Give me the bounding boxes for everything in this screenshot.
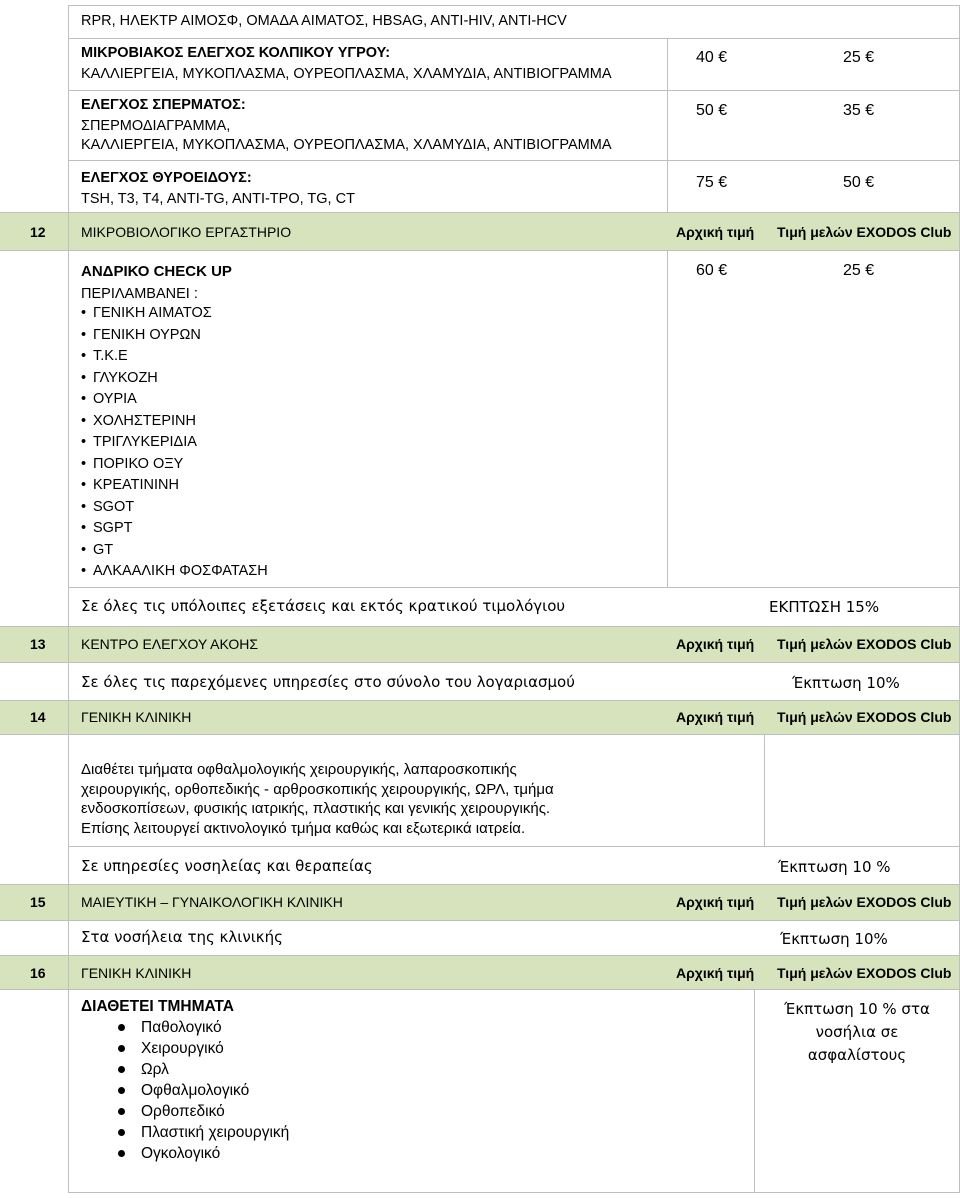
price: 60 € <box>696 262 728 279</box>
section-title: ΜΑΙΕΥΤΙΚΗ – ΓΥΝΑΙΚΟΛΟΓΙΚΗ ΚΛΙΝΙΚΗ <box>81 894 343 910</box>
list-item: • ΓΕΝΙΚΗ ΟΥΡΩΝ <box>81 325 268 347</box>
list-item: • ΚΡΕΑΤΙΝΙΝΗ <box>81 475 268 497</box>
col-member-price: Τιμή μελών EXODOS Club <box>777 894 952 910</box>
rule <box>0 734 960 735</box>
list-item: • ΤΡΙΓΛΥΚΕΡΙΔΙΑ <box>81 432 268 454</box>
list-item: Ογκολογικό <box>115 1143 289 1164</box>
description-line: Επίσης λειτουργεί ακτινολογικό τμήμα καθώς και εξωτερικά ιατρεία. <box>81 819 526 837</box>
price: 50 € <box>696 102 728 119</box>
list-item: • ΓΛΥΚΟΖΗ <box>81 368 268 390</box>
section-number: 13 <box>30 636 46 652</box>
list-item: • ΑΛΚΑΑΛΙΚΗ ΦΟΣΦΑΤΑΣΗ <box>81 561 268 583</box>
euro-icon: € <box>865 102 875 119</box>
rule <box>667 38 668 212</box>
rule <box>0 920 960 921</box>
list-item: • SGOT <box>81 497 268 519</box>
euro-icon: € <box>718 102 728 119</box>
col-member-price: Τιμή μελών EXODOS Club <box>777 224 952 240</box>
list-item: • ΠΟΡΙΚΟ ΟΞΥ <box>81 454 268 476</box>
rule <box>68 90 960 91</box>
checkup-list <box>81 303 268 583</box>
col-original-price: Αρχική τιμή <box>676 224 755 240</box>
rule <box>0 212 960 213</box>
euro-icon: € <box>865 174 875 191</box>
rule <box>0 989 960 990</box>
list-item: Ορθοπεδικό <box>115 1101 289 1122</box>
list-item: Ωρλ <box>115 1059 289 1080</box>
rule <box>667 250 668 587</box>
maternity-text: Στα νοσήλεια της κλινικής <box>81 928 283 946</box>
discount-line: Έκπτωση 10 % στα <box>784 1000 930 1018</box>
rule <box>68 38 960 39</box>
rule <box>0 884 960 885</box>
test-title: ΕΛΕΓΧΟΣ ΘΥΡΟΕΙΔΟΥΣ: <box>81 170 252 186</box>
list-item: Παθολογικό <box>115 1017 289 1038</box>
list-item: • ΟΥΡΙΑ <box>81 389 268 411</box>
hearing-discount: Έκπτωση 10% <box>792 674 900 692</box>
euro-icon: € <box>718 49 728 66</box>
list-item: • Τ.Κ.Ε <box>81 346 268 368</box>
list-item: Πλαστική χειρουργική <box>115 1122 289 1143</box>
description-line: Διαθέτει τμήματα οφθαλμολογικής χειρουργικής, λαπαροσκοπικής <box>81 761 517 778</box>
col-original-price: Αρχική τιμή <box>676 709 755 725</box>
member-price: 35 € <box>843 102 875 119</box>
test-detail: ΚΑΛΛΙΕΡΓΕΙΑ, ΜΥΚΟΠΛΑΣΜΑ, ΟΥΡΕΟΠΛΑΣΜΑ, ΧΛΑΜΥΔΙΑ, ΑΝΤΙΒΙΟΓΡΑΜΜΑ <box>81 137 612 153</box>
departments-list <box>115 1017 289 1164</box>
section-title: ΜΙΚΡΟΒΙΟΛΟΓΙΚΟ ΕΡΓΑΣΤΗΡΙΟ <box>81 224 292 240</box>
price: 75 € <box>696 174 728 191</box>
price: 40 € <box>696 49 728 66</box>
rule <box>0 955 960 956</box>
tests-row-a: RPR, ΗΛΕΚΤΡ ΑΙΜΟΣΦ, ΟΜΑΔΑ ΑΙΜΑΤΟΣ, HBSAG, ANTI-HIV, ANTI-HCV <box>81 13 567 29</box>
col-original-price: Αρχική τιμή <box>676 894 755 910</box>
rule <box>68 5 69 1193</box>
col-member-price: Τιμή μελών EXODOS Club <box>777 965 952 981</box>
rule <box>0 626 960 627</box>
rule <box>0 250 960 251</box>
test-detail: ΣΠΕΡΜΟΔΙΑΓΡΑΜΜΑ, <box>81 118 231 134</box>
clinic16-discount <box>755 998 959 1067</box>
discount-line: ασφαλίστους <box>807 1046 907 1064</box>
description-line: ενδοσκοπίσεων, φυσικής ιατρικής, πλαστικής και γενικής χειρουργικής. <box>81 800 551 817</box>
checkup-title: ΑΝΔΡΙΚΟ CHECK UP <box>81 263 232 280</box>
clinic-description <box>81 760 554 838</box>
member-price: 25 € <box>843 49 875 66</box>
list-item: • ΧΟΛΗΣΤΕΡΙΝΗ <box>81 411 268 433</box>
rule <box>764 734 765 846</box>
rule <box>68 160 960 161</box>
rule <box>68 587 960 588</box>
other-tests-discount: ΕΚΠΤΩΣΗ 15% <box>769 598 880 616</box>
checkup-includes: ΠΕΡΙΛΑΜΒΑΝΕΙ : <box>81 286 198 302</box>
section-title: ΓΕΝΙΚΗ ΚΛΙΝΙΚΗ <box>81 709 192 725</box>
list-item: Οφθαλμολογικό <box>115 1080 289 1101</box>
test-title: ΜΙΚΡΟΒΙΑΚΟΣ ΕΛΕΓΧΟΣ ΚΟΛΠΙΚΟΥ ΥΓΡΟΥ: <box>81 45 391 61</box>
discount-line: νοσήλια σε <box>815 1023 899 1041</box>
rule <box>68 846 960 847</box>
col-member-price: Τιμή μελών EXODOS Club <box>777 636 952 652</box>
section-number: 15 <box>30 894 46 910</box>
hospitalization-discount: Έκπτωση 10 % <box>778 858 891 876</box>
section-title: ΚΕΝΤΡΟ ΕΛΕΓΧΟΥ ΑΚΟΗΣ <box>81 636 259 652</box>
col-original-price: Αρχική τιμή <box>676 636 755 652</box>
departments-title: ΔΙΑΘΕΤΕΙ ΤΜΗΜΑΤΑ <box>81 998 234 1015</box>
list-item: • SGPT <box>81 518 268 540</box>
maternity-discount: Έκπτωση 10% <box>780 930 888 948</box>
list-item: • ΓΕΝΙΚΗ ΑΙΜΑΤΟΣ <box>81 303 268 325</box>
list-item: • GT <box>81 540 268 562</box>
rule <box>68 1192 960 1193</box>
rule <box>68 5 960 6</box>
section-title: ΓΕΝΙΚΗ ΚΛΙΝΙΚΗ <box>81 965 192 981</box>
section-number: 14 <box>30 709 46 725</box>
section-number: 16 <box>30 965 46 981</box>
other-tests-text: Σε όλες τις υπόλοιπες εξετάσεις και εκτός κρατικού τιμολόγιου <box>81 597 566 615</box>
col-member-price: Τιμή μελών EXODOS Club <box>777 709 952 725</box>
description-line: χειρουργικής, ορθοπεδικής - αρθροσκοπικής χειρουργικής, ΩΡΛ, τμήμα <box>81 780 554 798</box>
test-detail: TSH, T3, T4, ANTI-TG, ANTI-TPO, TG, CT <box>81 191 355 207</box>
test-detail: ΚΑΛΛΙΕΡΓΕΙΑ, ΜΥΚΟΠΛΑΣΜΑ, ΟΥΡΕΟΠΛΑΣΜΑ, ΧΛΑΜΥΔΙΑ, ΑΝΤΙΒΙΟΓΡΑΜΜΑ <box>81 66 612 82</box>
euro-icon: € <box>718 174 728 191</box>
section-number: 12 <box>30 224 46 240</box>
hospitalization-text: Σε υπηρεσίες νοσηλείας και θεραπείας <box>81 857 373 875</box>
euro-icon: € <box>865 262 875 279</box>
test-title: ΕΛΕΓΧΟΣ ΣΠΕΡΜΑΤΟΣ: <box>81 97 246 113</box>
euro-icon: € <box>865 49 875 66</box>
euro-icon: € <box>718 262 728 279</box>
rule <box>0 662 960 663</box>
list-item: Χειρουργικό <box>115 1038 289 1059</box>
hearing-text: Σε όλες τις παρεχόμενες υπηρεσίες στο σύνολο του λογαριασμού <box>81 673 575 691</box>
rule <box>0 700 960 701</box>
member-price: 25 € <box>843 262 875 279</box>
member-price: 50 € <box>843 174 875 191</box>
col-original-price: Αρχική τιμή <box>676 965 755 981</box>
